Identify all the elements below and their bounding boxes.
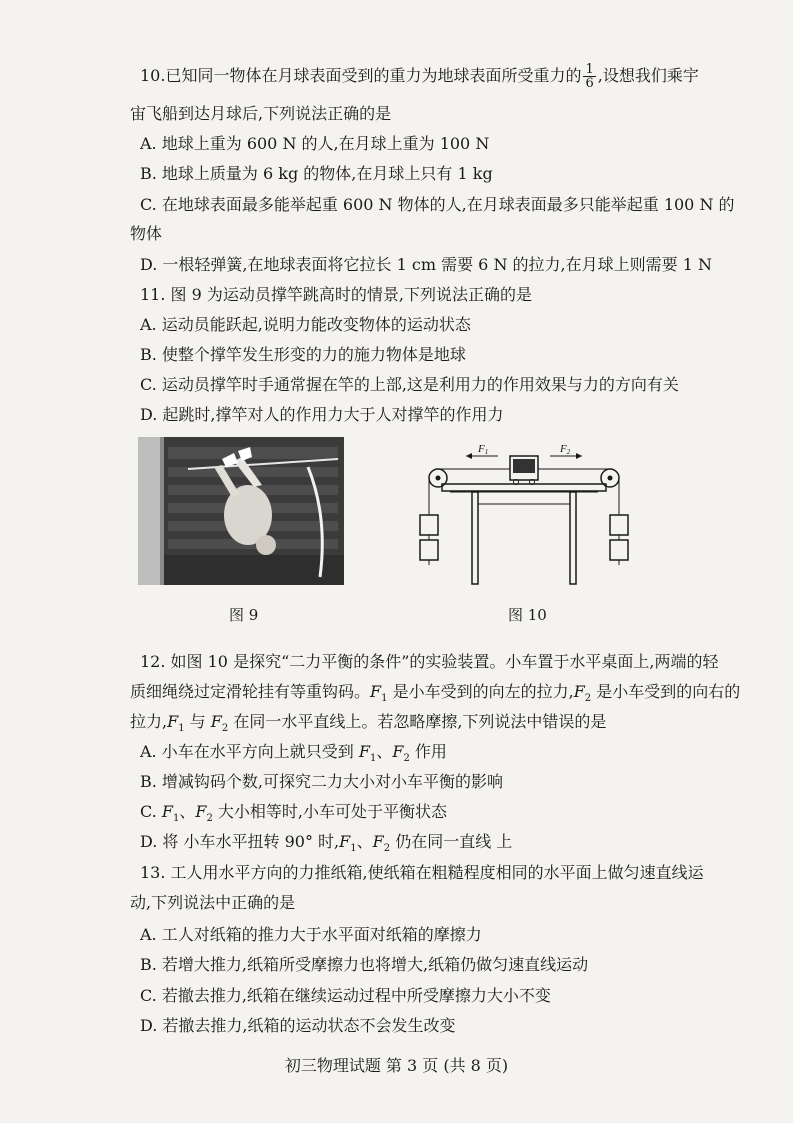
q10-option-a: A. 地球上重为 600 N 的人,在月球上重为 100 N: [140, 134, 490, 153]
f1-label: F: [478, 443, 485, 455]
q10-option-c-line1: C. 在地球表面最多能举起重 600 N 物体的人,在月球表面最多只能举起重 100 N 的: [140, 195, 735, 214]
force-symbol: F: [167, 712, 179, 731]
fraction-numerator: 1: [585, 62, 594, 77]
q12-stem-line2: [130, 681, 753, 710]
q12-text: 在同一水平直线上。若忽略摩擦,下列说法中错误的是: [228, 712, 607, 731]
q12-text: 与: [184, 712, 211, 731]
q11-option-b: B. 使整个撑竿发生形变的力的施力物体是地球: [140, 345, 466, 364]
q11-option-d: D. 起跳时,撑竿对人的作用力大于人对撑竿的作用力: [140, 405, 504, 424]
svg-text:F1: [477, 443, 488, 456]
q12-text: 是小车受到的向左的拉力,: [387, 682, 574, 701]
subscript: 2: [221, 723, 229, 735]
f1-label-subscript: 1: [484, 448, 489, 456]
q10-stem-text-b: ,设想我们乘宇: [597, 66, 699, 85]
subscript: 1: [350, 843, 357, 855]
q13-option-a: A. 工人对纸箱的推力大于水平面对纸箱的摩擦力: [140, 925, 482, 944]
q13-option-c: C. 若撤去推力,纸箱在继续运动过程中所受摩擦力大小不变: [140, 986, 551, 1005]
q10-stem-text-a: 10.已知同一物体在月球表面受到的重力为地球表面所受重力的: [140, 66, 582, 85]
subscript: 1: [178, 723, 185, 735]
weight-right-2: [610, 540, 628, 560]
q12-text: D. 将 小车水平扭转 90° 时,: [140, 832, 340, 851]
q12-text: 拉力,: [130, 712, 168, 731]
weight-left-2: [420, 540, 438, 560]
force-symbol: F: [392, 742, 404, 761]
tabletop: [442, 484, 606, 491]
pole-vault-illustration: [138, 437, 344, 585]
one-sixth-fraction: [583, 63, 595, 90]
q12-option-a: [140, 741, 753, 770]
table-leg-left: [472, 492, 478, 584]
subscript: 1: [172, 813, 180, 825]
q12-text: 大小相等时,小车可处于平衡状态: [212, 802, 448, 821]
q10-stem-line2: 宙飞船到达月球后,下列说法正确的是: [130, 104, 392, 123]
subscript: 2: [403, 753, 410, 765]
subscript: 2: [584, 693, 592, 705]
subscript: 1: [369, 753, 377, 765]
q12-text: 质细绳绕过定滑轮挂有等重钩码。: [130, 682, 371, 701]
q13-option-d: D. 若撤去推力,纸箱的运动状态不会发生改变: [140, 1016, 456, 1035]
table-leg-right: [570, 492, 576, 584]
page-footer: 初三物理试题 第 3 页 (共 8 页): [284, 1056, 509, 1075]
force-symbol: F: [370, 682, 382, 701]
fig9-caption: 图 9: [229, 606, 259, 624]
q11-stem: 11. 图 9 为运动员撑竿跳高时的情景,下列说法正确的是: [140, 285, 532, 304]
force-symbol: F: [210, 712, 222, 731]
q12-stem-line1: 12. 如图 10 是探究“二力平衡的条件”的实验装置。小车置于水平桌面上,两端的轻: [140, 652, 719, 671]
q12-text: C.: [140, 802, 162, 821]
weight-left-1: [420, 515, 438, 535]
pole-vault-photo: [138, 437, 344, 585]
f2-label: F: [560, 443, 567, 455]
fraction-denominator: 6: [585, 76, 594, 91]
q11-option-a: A. 运动员能跃起,说明力能改变物体的运动状态: [140, 315, 471, 334]
q12-option-b: B. 增减钩码个数,可探究二力大小对小车平衡的影响: [140, 772, 504, 791]
q12-stem-line3: [130, 711, 753, 740]
q12-text: 是小车受到的向右的: [591, 682, 741, 701]
subscript: 2: [206, 813, 213, 825]
q12-text: A. 小车在水平方向上就只受到: [140, 742, 359, 761]
force-symbol: F: [161, 802, 173, 821]
force-symbol: F: [372, 832, 384, 851]
q13-stem-line1: 13. 工人用水平方向的力推纸箱,使纸箱在粗糙程度相同的水平面上做匀速直线运: [140, 863, 704, 882]
svg-text:F2: [559, 443, 571, 456]
q11-option-c: C. 运动员撑竿时手通常握在竿的上部,这是利用力的作用效果与力的方向有关: [140, 375, 679, 394]
q10-option-d: D. 一根轻弹簧,在地球表面将它拉长 1 cm 需要 6 N 的拉力,在月球上则需要 1 N: [140, 255, 712, 274]
force-symbol: F: [339, 832, 351, 851]
subscript: 1: [381, 693, 388, 705]
force-symbol: F: [195, 802, 207, 821]
force-symbol: F: [358, 742, 370, 761]
separator: 、: [179, 802, 196, 821]
f2-label-subscript: 2: [566, 448, 571, 456]
separator: 、: [376, 742, 393, 761]
weight-right-1: [610, 515, 628, 535]
q13-option-b: B. 若增大推力,纸箱所受摩擦力也将增大,纸箱仍做匀速直线运动: [140, 955, 589, 974]
force-symbol: F: [573, 682, 585, 701]
q12-option-d: [140, 831, 753, 860]
fig10-caption: 图 10: [508, 606, 547, 624]
q12-text: 作用: [409, 742, 447, 761]
q10-option-c-line2: 物体: [130, 224, 163, 243]
q12-option-c: [140, 801, 753, 830]
equilibrium-apparatus-diagram: [414, 440, 634, 590]
q10-stem-line1: [140, 63, 753, 90]
q13-stem-line2: 动,下列说法中正确的是: [130, 893, 296, 912]
q10-option-b: B. 地球上质量为 6 kg 的物体,在月球上只有 1 kg: [140, 164, 493, 183]
q12-text: 仍在同一直线 上: [390, 832, 513, 851]
separator: 、: [356, 832, 373, 851]
subscript: 2: [383, 843, 391, 855]
